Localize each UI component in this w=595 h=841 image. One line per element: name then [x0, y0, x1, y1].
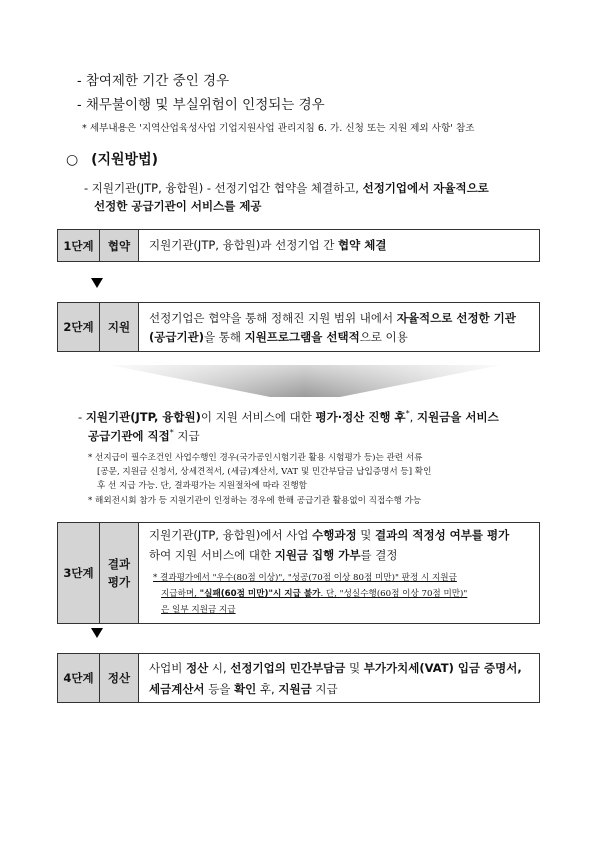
note-prepay-l3: 후 선 지급 가능. 단, 결과평가는 지원절차에 따라 진행함 [97, 481, 307, 491]
stage-3-box [57, 522, 540, 624]
stage-4-step: 4단계 [58, 654, 100, 702]
intro-text: - 지원기관(JTP, 융합원) - 선정기업간 협약을 체결하고, [84, 181, 363, 195]
section-heading [66, 149, 158, 169]
list-item-participation-restriction: - 참여제한 기간 중인 경우 [77, 73, 230, 89]
stage-3-text-3: 를 결정 [360, 548, 398, 562]
stage-3-text-2: 하여 지원 서비스에 대한 [149, 548, 275, 562]
stage-3-name-2: 평가 [107, 575, 131, 589]
section-bullet: ○ [66, 152, 79, 168]
stage-2-text: 선정기업은 협약을 통해 정해진 지원 범위 내에서 [149, 311, 397, 325]
section-title: (지원방법) [91, 152, 158, 168]
stage-2-emphasis-program: 지원프로그램을 선택적 [244, 330, 360, 344]
stage-2-emphasis: 자율적으로 선정한 기관 [396, 311, 516, 325]
stage-1-emphasis: 협약 체결 [338, 238, 387, 252]
note-prepay-l1: * 선지급이 필수조건인 사업수행인 경우(국가공인시험기관 활용 시험평가 등)는 관련 서류 [88, 453, 423, 463]
stage-2-emphasis-supplier: (공급기관) [149, 330, 204, 344]
stage-3-and: 및 [356, 528, 376, 542]
stage-3-note-l3 [161, 603, 539, 615]
stage-1-content [149, 237, 539, 261]
payment-comma: , [409, 410, 417, 424]
stage-3-decision: 지원금 집행 가부 [274, 548, 361, 562]
payment-emphasis: 지원금을 서비스 [416, 410, 499, 424]
payment-eval: 평가·정산 진행 후 [315, 410, 406, 424]
stage-4-text-3: 등을 [204, 682, 235, 696]
stage-1-text: 지원기관(JTP, 융합원)과 선정기업 간 [149, 238, 339, 252]
stage-1-step: 1단계 [58, 230, 100, 261]
stage-3-note-l1 [153, 571, 539, 583]
stage-2-step: 2단계 [58, 303, 100, 351]
payment-agency: 지원기관(JTP, 융합원) [85, 410, 201, 424]
stage-4-grant: 지원금 [278, 682, 312, 696]
reference-note: * 세부내용은 '지역산업육성사업 기업지원사업 관리지침 6. 가. 신청 또는 지원 제외 사항' 참조 [82, 123, 475, 134]
stage-4-text-5: 지급 [311, 682, 338, 696]
stage-3-evaluate: 결과의 적정성 여부를 평가 [375, 528, 510, 542]
dash: - [78, 410, 86, 424]
stage-4-content [149, 660, 539, 702]
stage-3-name-1: 결과 [107, 557, 131, 571]
stage-2-text-3: 으로 이용 [359, 330, 408, 344]
footnote-mark-2: * [169, 428, 174, 438]
intro-line-2: 선정한 공급기관이 서비스를 제공 [94, 199, 262, 213]
payment-text: 이 지원 서비스에 대한 [200, 410, 316, 424]
stage-4-and: 및 [345, 661, 364, 675]
payment-pay: 지급 [173, 429, 200, 443]
stage-4-text-4: 후, [256, 682, 279, 696]
stage-3-process: 수행과정 [312, 528, 357, 542]
stage-3-content [149, 527, 539, 623]
stage-4-name: 정산 [100, 654, 139, 702]
intro-line-1 [84, 180, 489, 196]
intro-emphasis: 선정기업에서 자율적으로 [362, 181, 489, 195]
payment-direct: 공급기관에 직접 [88, 429, 170, 443]
arrow-down-icon [91, 628, 103, 638]
stage-2-text-2: 을 통해 [203, 330, 245, 344]
stage-2-box [57, 302, 540, 352]
stage-3-step: 3단계 [58, 523, 100, 623]
stage-3-note-l2 [161, 587, 539, 599]
list-item-default-risk: - 채무불이행 및 부실위험이 인정되는 경우 [77, 97, 325, 113]
stage-3-note-text-3: . 단, "성실수행(60점 이상 70점 미만)" [320, 589, 468, 599]
stage-1-box [57, 229, 540, 262]
stage-4-text: 사업비 [149, 661, 186, 675]
stage-3-note-fail: "실패(60점 미만)"시 지급 불가 [199, 589, 321, 599]
stage-2-name: 지원 [100, 303, 139, 351]
payment-line-1 [78, 409, 499, 425]
stage-4-private: 선정기업의 민간부담금 [230, 661, 346, 675]
stage-4-confirm: 확인 [234, 682, 257, 696]
stage-4-text-2: 시, [208, 661, 231, 675]
stage-3-note-text-2: 지급하며, [161, 589, 200, 599]
stage-4-invoice: 세금계산서 [149, 682, 205, 696]
stage-2-content [149, 310, 539, 351]
stage-3-note-text: * 결과평가에서 "우수(80점 이상)", "성공(70점 이상 80점 미만)" 판정 시 지원금 [153, 573, 457, 583]
stage-4-box [57, 653, 540, 703]
note-prepay-l2: [공문, 지원금 신청서, 상세견적서, (세금)계산서, VAT 및 민간부담금 납입증명서 등] 확인 [97, 467, 432, 477]
note-overseas: * 해외전시회 참가 등 지원기관이 인정하는 경우에 한해 공급기관 활용없이 직접수행 가능 [88, 496, 422, 506]
stage-3-note-text-4: 은 일부 지원금 지급 [161, 605, 236, 615]
stage-4-vat: 부가가치세(VAT) 입금 증명서, [363, 661, 522, 675]
chevron-banner-icon [110, 365, 500, 397]
stage-3-name [100, 523, 139, 623]
arrow-down-icon [91, 278, 103, 288]
stage-1-name: 협약 [100, 230, 139, 261]
stage-4-settle: 정산 [185, 661, 209, 675]
stage-3-text: 지원기관(JTP, 융합원)에서 사업 [149, 528, 313, 542]
footnote-mark: * [405, 409, 410, 419]
payment-line-2 [88, 428, 200, 444]
